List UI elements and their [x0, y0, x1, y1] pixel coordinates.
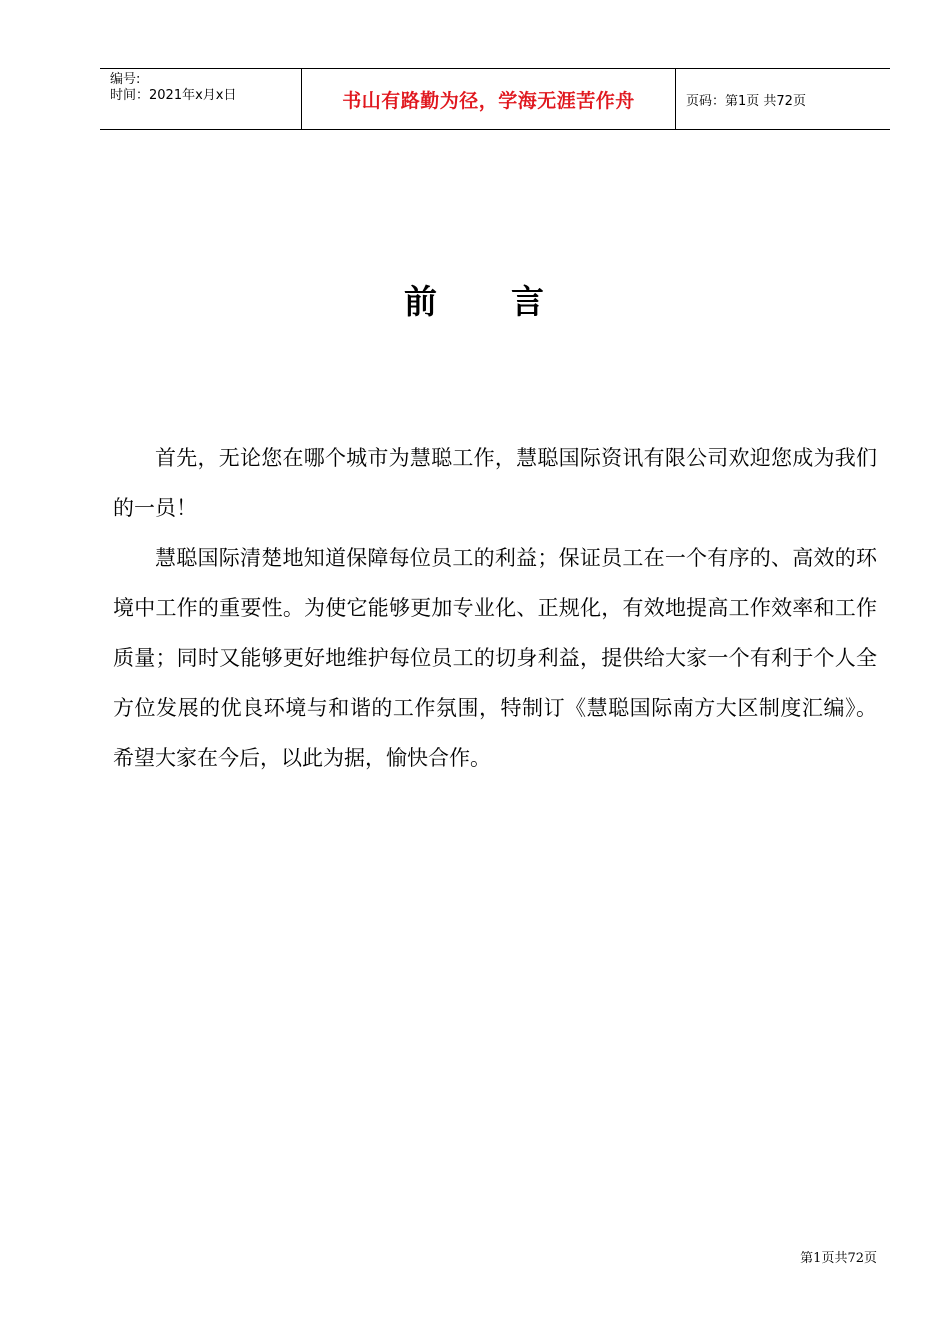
document-time-label: 时间：2021年x月x日	[110, 88, 237, 103]
footer-page-number: 第1页共72页	[800, 1251, 877, 1266]
header-page-label: 页码：第1页 共72页	[686, 93, 806, 109]
header-motto-cell	[302, 69, 676, 129]
preface-paragraph-2: 慧聪国际清楚地知道保障每位员工的利益；保证员工在一个有序的、高效的环境中工作的重要性。为使它能够更加专业化、正规化，有效地提高工作效率和工作质量；同时又能够更好地维护每位员工的切身利益，提供给大家一个有利于个人全方位发展的优良环境与和谐的工作氛围，特制订《慧聪国际南方大区制度汇编》。希望大家在今后，以此为据，愉快合作。	[113, 546, 877, 770]
preface-paragraph-1: 首先，无论您在哪个城市为慧聪工作，慧聪国际资讯有限公司欢迎您成为我们的一员！	[113, 446, 877, 520]
preface-body	[113, 433, 877, 783]
header-motto: 书山有路勤为径，学海无涯苦作舟	[342, 89, 635, 112]
page-title	[0, 276, 950, 323]
header-meta	[100, 69, 302, 129]
page-footer	[800, 1247, 877, 1266]
page-header	[100, 68, 890, 130]
title-char-1: 前	[404, 282, 439, 321]
title-char-2: 言	[511, 282, 546, 321]
document-number-label: 编号:	[110, 72, 141, 87]
header-page-cell	[676, 69, 890, 129]
